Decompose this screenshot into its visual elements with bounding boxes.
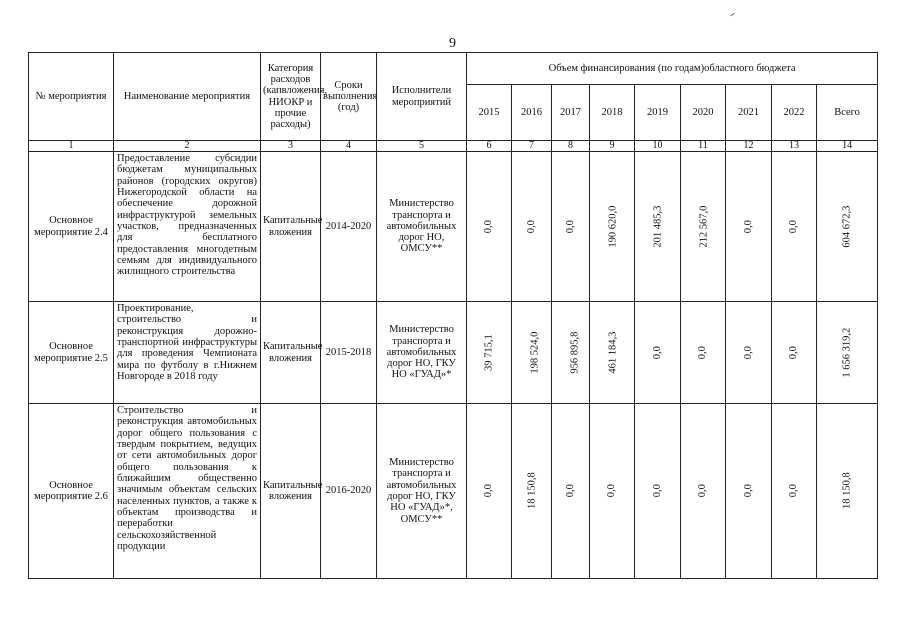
col-header-finance: Объем финансирования (по годам)областного бюджета <box>467 53 878 85</box>
period: 2016-2020 <box>321 404 377 579</box>
col-header-name: Наименование мероприятия <box>114 53 261 141</box>
value-cell <box>681 302 726 404</box>
value-2016: 198 524,0 <box>529 331 541 374</box>
value-2018: 190 620,0 <box>607 205 619 248</box>
column-number: 14 <box>817 141 878 152</box>
measure-id: Основное мероприятие 2.4 <box>29 152 114 302</box>
total-header: Всего <box>817 85 878 141</box>
value-cell <box>817 404 878 579</box>
page-number: 9 <box>449 36 456 51</box>
period: 2014-2020 <box>321 152 377 302</box>
value-cell <box>635 404 681 579</box>
table-row <box>29 152 878 302</box>
column-number: 6 <box>467 141 512 152</box>
value-total: 18 150,8 <box>841 472 853 510</box>
column-number: 1 <box>29 141 114 152</box>
column-number: 12 <box>726 141 772 152</box>
executors: Министерство транспорта и автомобильных дорог НО, ОМСУ** <box>377 152 467 302</box>
value-2015: 39 715,1 <box>483 334 495 371</box>
year-header: 2020 <box>681 85 726 141</box>
value-cell <box>772 302 817 404</box>
value-cell <box>512 404 552 579</box>
measure-name: Строительство и реконструкция автомобильных дорог общего пользования с твердым покрытием, ведущих от сети автомобильных дорог общего пользования к ближайшим общественно значимым объектам сельских населенных пунктов, а также к объектам производства и переработки сельскохозяйственной продукции <box>114 404 261 579</box>
value-cell <box>681 152 726 302</box>
value-2015: 0,0 <box>483 219 495 234</box>
value-cell <box>681 404 726 579</box>
value-2022: 0,0 <box>788 219 800 234</box>
value-total: 1 656 319,2 <box>841 327 853 378</box>
value-2017: 0,0 <box>564 219 576 234</box>
scan-mark <box>730 13 735 16</box>
year-header: 2021 <box>726 85 772 141</box>
measure-id: Основное мероприятие 2.5 <box>29 302 114 404</box>
value-cell <box>467 404 512 579</box>
year-header: 2015 <box>467 85 512 141</box>
value-2019: 0,0 <box>651 345 663 360</box>
value-2020: 212 567,0 <box>698 205 710 248</box>
value-cell <box>726 404 772 579</box>
year-header: 2022 <box>772 85 817 141</box>
value-cell <box>552 152 590 302</box>
value-cell <box>635 302 681 404</box>
value-cell <box>467 302 512 404</box>
expense-category: Капитальные вложения <box>261 152 321 302</box>
value-cell <box>635 152 681 302</box>
value-cell <box>726 302 772 404</box>
value-2018: 461 184,3 <box>607 331 619 374</box>
year-header: 2019 <box>635 85 681 141</box>
value-cell <box>552 404 590 579</box>
column-number: 13 <box>772 141 817 152</box>
column-number: 8 <box>552 141 590 152</box>
value-cell <box>512 302 552 404</box>
value-2019: 0,0 <box>651 484 663 498</box>
col-header-category: Категория расходов (капвложения, НИОКР и прочие расходы) <box>261 53 321 141</box>
table-row <box>29 404 878 579</box>
value-cell <box>590 302 635 404</box>
value-2015: 0,0 <box>483 484 495 498</box>
col-header-number: № мероприятия <box>29 53 114 141</box>
executors: Министерство транспорта и автомобильных дорог НО, ГКУ НО «ГУАД»* <box>377 302 467 404</box>
column-number: 5 <box>377 141 467 152</box>
value-2020: 0,0 <box>697 345 709 360</box>
measure-id: Основное мероприятие 2.6 <box>29 404 114 579</box>
value-cell <box>817 152 878 302</box>
table-row <box>29 302 878 404</box>
column-number: 7 <box>512 141 552 152</box>
period: 2015-2018 <box>321 302 377 404</box>
column-number: 4 <box>321 141 377 152</box>
year-header: 2016 <box>512 85 552 141</box>
value-cell <box>552 302 590 404</box>
value-cell <box>590 152 635 302</box>
value-2022: 0,0 <box>788 484 800 498</box>
value-2016: 0,0 <box>525 219 537 234</box>
value-2017: 956 895,8 <box>569 331 581 374</box>
measure-name: Предоставление субсидии бюджетам муниципальных районов (городских округов) Нижегородской области на обеспечение дорожной инфраструктурой земельных участков, предназначенных для бесплатного предоставления многодетным семьям для индивидуального жилищного строительства <box>114 152 261 302</box>
measure-name: Проектирование, строительство и реконструкция дорожно-транспортной инфраструктуры для проведения Чемпионата мира по футболу в г.Нижнем Новгороде в 2018 году <box>114 302 261 404</box>
col-header-executors: Исполнители мероприятий <box>377 53 467 141</box>
expense-category: Капитальные вложения <box>261 404 321 579</box>
column-number: 3 <box>261 141 321 152</box>
value-2017: 0,0 <box>564 484 576 498</box>
column-number: 11 <box>681 141 726 152</box>
value-2020: 0,0 <box>697 484 709 498</box>
value-cell <box>512 152 552 302</box>
column-number: 9 <box>590 141 635 152</box>
value-2016: 18 150,8 <box>526 472 538 510</box>
value-2021: 0,0 <box>742 219 754 234</box>
executors: Министерство транспорта и автомобильных дорог НО, ГКУ НО «ГУАД»*, ОМСУ** <box>377 404 467 579</box>
col-header-period: Сроки выполнения (год) <box>321 53 377 141</box>
value-2021: 0,0 <box>742 345 754 360</box>
year-header: 2017 <box>552 85 590 141</box>
value-2019: 201 485,3 <box>652 205 664 248</box>
value-cell <box>772 152 817 302</box>
value-cell <box>772 404 817 579</box>
column-number: 2 <box>114 141 261 152</box>
column-number: 10 <box>635 141 681 152</box>
value-2021: 0,0 <box>742 484 754 498</box>
value-cell <box>726 152 772 302</box>
financing-table <box>28 52 878 579</box>
value-cell <box>817 302 878 404</box>
year-header: 2018 <box>590 85 635 141</box>
column-number-row <box>29 141 878 152</box>
expense-category: Капитальные вложения <box>261 302 321 404</box>
header-row-top <box>29 53 878 85</box>
value-cell <box>467 152 512 302</box>
value-total: 604 672,3 <box>841 205 853 248</box>
value-2018: 0,0 <box>606 484 618 498</box>
value-cell <box>590 404 635 579</box>
value-2022: 0,0 <box>788 345 800 360</box>
